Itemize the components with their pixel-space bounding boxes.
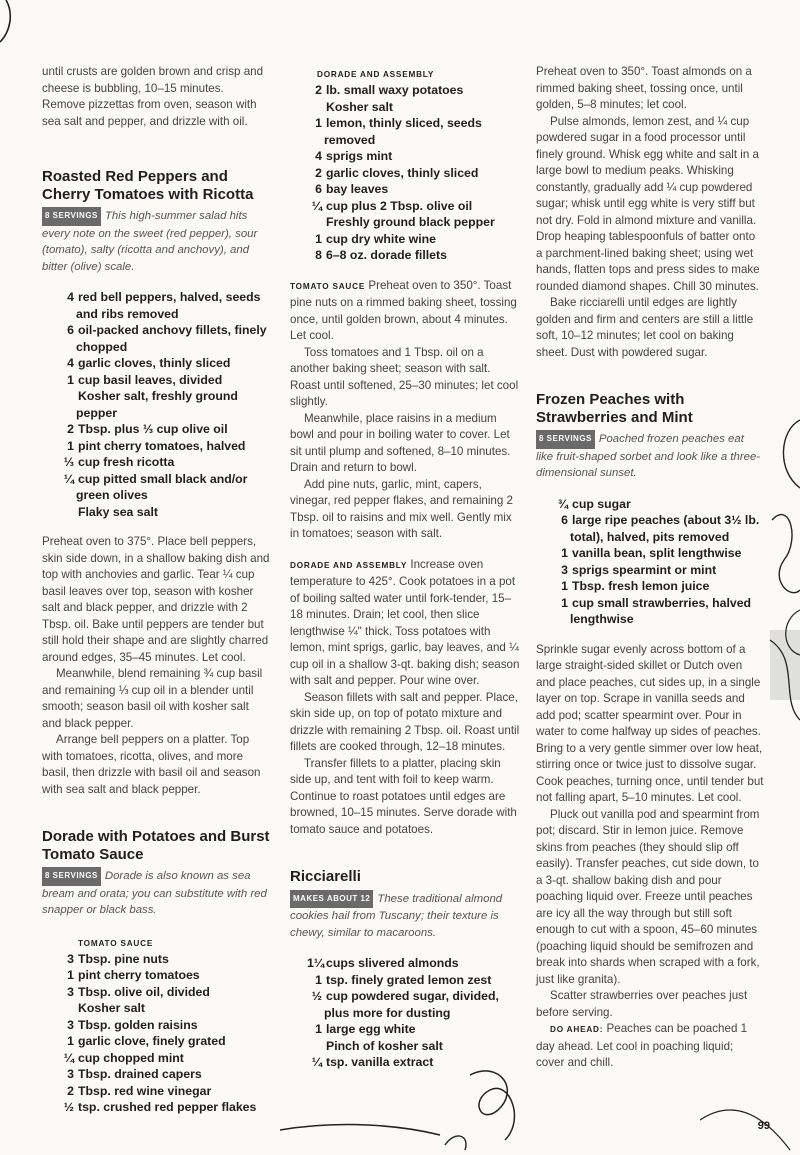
ingredient-item: 1 cup basil leaves, divided — [67, 372, 223, 387]
method-step: Arrange bell peppers on a platter. Top with tomatoes, ricotta, olives, and more basil, then drizzle with basil oil and season with sea salt and black pepper. — [42, 733, 261, 796]
ingredient-item: Kosher salt — [78, 1001, 145, 1015]
method-step: Transfer fillets to a platter, placing skin side up, and tent with foil to keep warm. Continue to roast potatoes until edges are browned, 10–15 minutes. Serve dorade with tomato sauce and potatoes. — [290, 756, 517, 836]
ingredient-list — [42, 951, 270, 1116]
ingredient-item: Kosher salt — [326, 99, 393, 114]
intro-text: Poached frozen peaches eat like fruit-shaped sorbet and look like a three-dimensional sunset. — [536, 433, 761, 479]
ingredient-list — [290, 82, 520, 264]
recipe-dorade — [42, 828, 270, 1116]
ingredient-item: 2 garlic cloves, thinly sliced — [315, 165, 479, 180]
ingredient-item: 1 vanilla bean, split lengthwise — [561, 546, 742, 560]
ingredient-item: 1 lemon, thinly sliced, seeds removed — [315, 116, 482, 147]
method-step: Scatter strawberries over peaches just before serving. — [536, 989, 748, 1019]
recipe-title: Dorade with Potatoes and Burst Tomato Sauce — [42, 828, 270, 863]
ingredient-item: 1 cup small strawberries, halved lengthwise — [561, 595, 752, 626]
intro-text: These traditional almond cookies hail from Tuscany; their texture is chewy, similar to macaroons. — [290, 892, 503, 939]
ingredient-item: 3 Tbsp. olive oil, divided — [67, 984, 210, 999]
ingredient-item: ½ cup powdered sugar, divided, plus more for dusting — [311, 989, 499, 1020]
ingredient-item: 6 oil-packed anchovy fillets, finely chopped — [67, 323, 267, 354]
do-ahead-label: DO AHEAD: — [550, 1025, 604, 1034]
method-step: Meanwhile, place raisins in a medium bowl and pour in boiling water to cover. Let sit until plump and softened, 8–10 minutes. Drain and return to bowl. — [290, 411, 511, 474]
ingredient-item: Flaky sea salt — [78, 504, 158, 519]
recipe-intro — [290, 890, 520, 942]
recipe-intro — [42, 867, 270, 919]
ingredient-item: 4 sprigs mint — [315, 149, 393, 163]
ingredient-item: 8 6–8 oz. dorade fillets — [315, 248, 447, 262]
ingredient-item: 3 Tbsp. pine nuts — [67, 951, 169, 966]
method-step: Sprinkle sugar evenly across bottom of a large straight-sided skillet or Dutch oven and place peaches, cut sides up, in a single layer on top. Scrape in vanilla seeds and add pod; scatter spearmint over. Pour in water to come halfway up sides of peaches. Bring to a very gentle simmer over low heat, stirring once or twice just to dissolve sugar. Cook peaches, turning once, until tender but not falling apart, 5–10 minutes. Let cool. — [536, 642, 764, 804]
ingredient-item: ¼ cup pitted small black and/or green olives — [63, 471, 248, 502]
ingredient-item: 1 pint cherry tomatoes, halved — [67, 438, 246, 453]
method-step: Season fillets with salt and pepper. Place, skin side up, on top of potato mixture and drizzle with remaining 2 Tbsp. oil. Roast until fillets are cooked through, 12–18 minutes. — [290, 690, 520, 753]
ingredient-item: ¼ tsp. vanilla extract — [311, 1055, 434, 1069]
method-step: Add pine nuts, garlic, mint, capers, vinegar, red pepper flakes, and remaining 2 Tbsp. oil to raisins and mix well. Gently mix in tomatoes; season with salt. — [290, 477, 513, 540]
method-step: Preheat oven to 350°. Toast almonds on a rimmed baking sheet, tossing once, until golden, 5–8 minutes; let cool. — [536, 65, 752, 111]
column-2 — [290, 64, 520, 1071]
method-step: Toss tomatoes and 1 Tbsp. oil on a another baking sheet; season with salt. Roast until softened, 25–30 minutes; let cool slightly. — [290, 345, 519, 408]
method-step: Pulse almonds, lemon zest, and ¼ cup powdered sugar in a food processor until finely ground. Whisk egg white and salt in a large bowl to medium peaks. Whisking constantly, gradually add ¼ cup powdered sugar; whisk until egg white is very stiff but not dry. Fold in almond mixture and vanilla. Drop heaping tablespoonfuls of batter onto a parchment-lined baking sheet; using wet hands, flatten tops and press sides to make rounded diamond shapes. Chill 30 minutes. — [536, 114, 760, 293]
column-3 — [536, 64, 764, 1072]
ingredient-item: 1 pint cherry tomatoes — [67, 968, 200, 982]
ingredient-item: ¼ cup plus 2 Tbsp. olive oil — [311, 198, 473, 213]
ingredient-item: 4 garlic cloves, thinly sliced — [67, 356, 231, 370]
recipe-intro — [536, 430, 764, 482]
method-step: Meanwhile, blend remaining ¾ cup basil and remaining ⅓ cup oil in a blender until smooth; season basil oil with kosher salt and black pepper. — [42, 667, 263, 730]
ingredient-list — [536, 496, 764, 628]
ingredient-item: 2 lb. small waxy potatoes — [315, 83, 464, 97]
ingredient-item: ½ tsp. crushed red pepper flakes — [63, 1100, 257, 1114]
column-1 — [42, 64, 270, 1116]
ingredient-item: Pinch of kosher salt — [326, 1038, 443, 1053]
method-step: DORADE AND ASSEMBLY Increase oven temperature to 425°. Cook potatoes in a pot of boiling salted water until fork-tender, 15–18 minutes. Drain; let cool, then slice lengthwise ¼" thick. Toss potatoes with lemon, mint sprigs, garlic, bay leaves, and ¼ cup oil in a shallow 3-qt. baking dish; season with salt and pepper. Pour wine over. — [290, 557, 520, 687]
ingredient-item: 1 large egg white — [315, 1022, 416, 1036]
ingredient-item: ¼ cup chopped mint — [63, 1050, 184, 1065]
ingredient-item: 3 sprigs spearmint or mint — [561, 562, 717, 577]
method-step: Bake ricciarelli until edges are lightly golden and firm and centers are still a little soft, 10–12 minutes; let cool on baking sheet. Dust with powdered sugar. — [536, 296, 754, 359]
method-step: TOMATO SAUCE Preheat oven to 350°. Toast pine nuts on a rimmed baking sheet, tossing once, until golden brown, about 4 minutes. Let cool. — [290, 278, 517, 342]
intro-text: This high-summer salad hits every note on the sweet (red pepper), sour (tomato), salty (ricotta and anchovy), and bitter (olive) scale. — [42, 210, 258, 273]
ingredient-item: 3 Tbsp. drained capers — [67, 1067, 202, 1081]
method-step: Preheat oven to 375°. Place bell peppers, skin side down, in a shallow baking dish and top with anchovies and garlic. Tear ¼ cup basil leaves over top, season with kosher salt and black pepper, and drizzle with 2 Tbsp. oil. Bake until peppers are tender but still hold their shape and are slightly charred around edges, 35–45 minutes. Let cool. — [42, 535, 270, 664]
subsection-label: DORADE AND ASSEMBLY — [317, 70, 435, 79]
ingredient-item: 6 large ripe peaches (about 3½ lb. total), halved, pits removed — [561, 513, 760, 544]
ingredient-list — [290, 955, 520, 1071]
ingredient-item: 1 cup dry white wine — [315, 231, 437, 246]
recipe-roasted-peppers — [42, 168, 270, 798]
servings-badge: 8 SERVINGS — [536, 430, 595, 449]
do-ahead-note: DO AHEAD: Peaches can be poached 1 day ahead. Let cool in poaching liquid; cover and chill. — [536, 1022, 748, 1069]
method-step: Pluck out vanilla pod and spearmint from pot; discard. Stir in lemon juice. Remove skins from peaches (they should slip off easily). Transfer peaches, cut side down, to a 3-qt. shallow baking dish and pour poaching liquid over. Freeze until peaches are icy all the way through but still soft enough to cut with a spoon, 45–60 minutes (poaching liquid should be semifrozen and break into shards when scraped with a fork, just like granita). — [536, 807, 760, 986]
method-label: DORADE AND ASSEMBLY — [290, 560, 408, 570]
servings-badge: MAKES ABOUT 12 — [290, 890, 373, 909]
ingredient-item: 2 Tbsp. plus ⅓ cup olive oil — [67, 422, 228, 436]
ingredient-item: 1 garlic clove, finely grated — [67, 1034, 226, 1048]
recipe-ricciarelli — [290, 868, 520, 1071]
subsection-label: TOMATO SAUCE — [78, 938, 154, 948]
ingredient-item: 6 bay leaves — [315, 182, 389, 196]
recipe-intro — [42, 207, 270, 275]
ingredient-item: ¾ cup sugar — [557, 496, 631, 511]
ingredient-item: 3 Tbsp. golden raisins — [67, 1017, 198, 1032]
intro-text: Dorade is also known as sea bream and orata; you can substitute with red snapper or black bass. — [42, 870, 267, 916]
ingredient-item: 1 tsp. finely grated lemon zest — [315, 972, 492, 987]
ingredient-item: 2 Tbsp. red wine vinegar — [67, 1083, 212, 1098]
ingredient-item: 1 Tbsp. fresh lemon juice — [561, 579, 710, 593]
method-label: TOMATO SAUCE — [290, 281, 366, 291]
recipe-title: Ricciarelli — [290, 868, 361, 885]
ingredient-item: 4 red bell peppers, halved, seeds and ribs removed — [67, 290, 261, 321]
ingredient-item: ⅓ cup fresh ricotta — [63, 455, 175, 469]
servings-badge: 8 SERVINGS — [42, 867, 101, 886]
page-number: 99 — [757, 1120, 770, 1132]
ingredient-item: Freshly ground black pepper — [326, 215, 495, 229]
continuation-text: until crusts are golden brown and crisp and cheese is bubbling, 10–15 minutes. Remove pizzettas from oven, season with sea salt and pepper, and drizzle with oil. — [42, 65, 264, 128]
recipe-title: Frozen Peaches with Strawberries and Mint — [536, 391, 693, 426]
recipe-title: Roasted Red Peppers and Cherry Tomatoes with Ricotta — [42, 168, 254, 203]
servings-badge: 8 SERVINGS — [42, 207, 101, 226]
recipe-frozen-peaches — [536, 391, 764, 1072]
ingredient-item: Kosher salt, freshly ground pepper — [76, 389, 238, 420]
ingredient-list — [42, 289, 270, 520]
ingredient-item: 1¼ cups slivered almonds — [307, 956, 459, 970]
